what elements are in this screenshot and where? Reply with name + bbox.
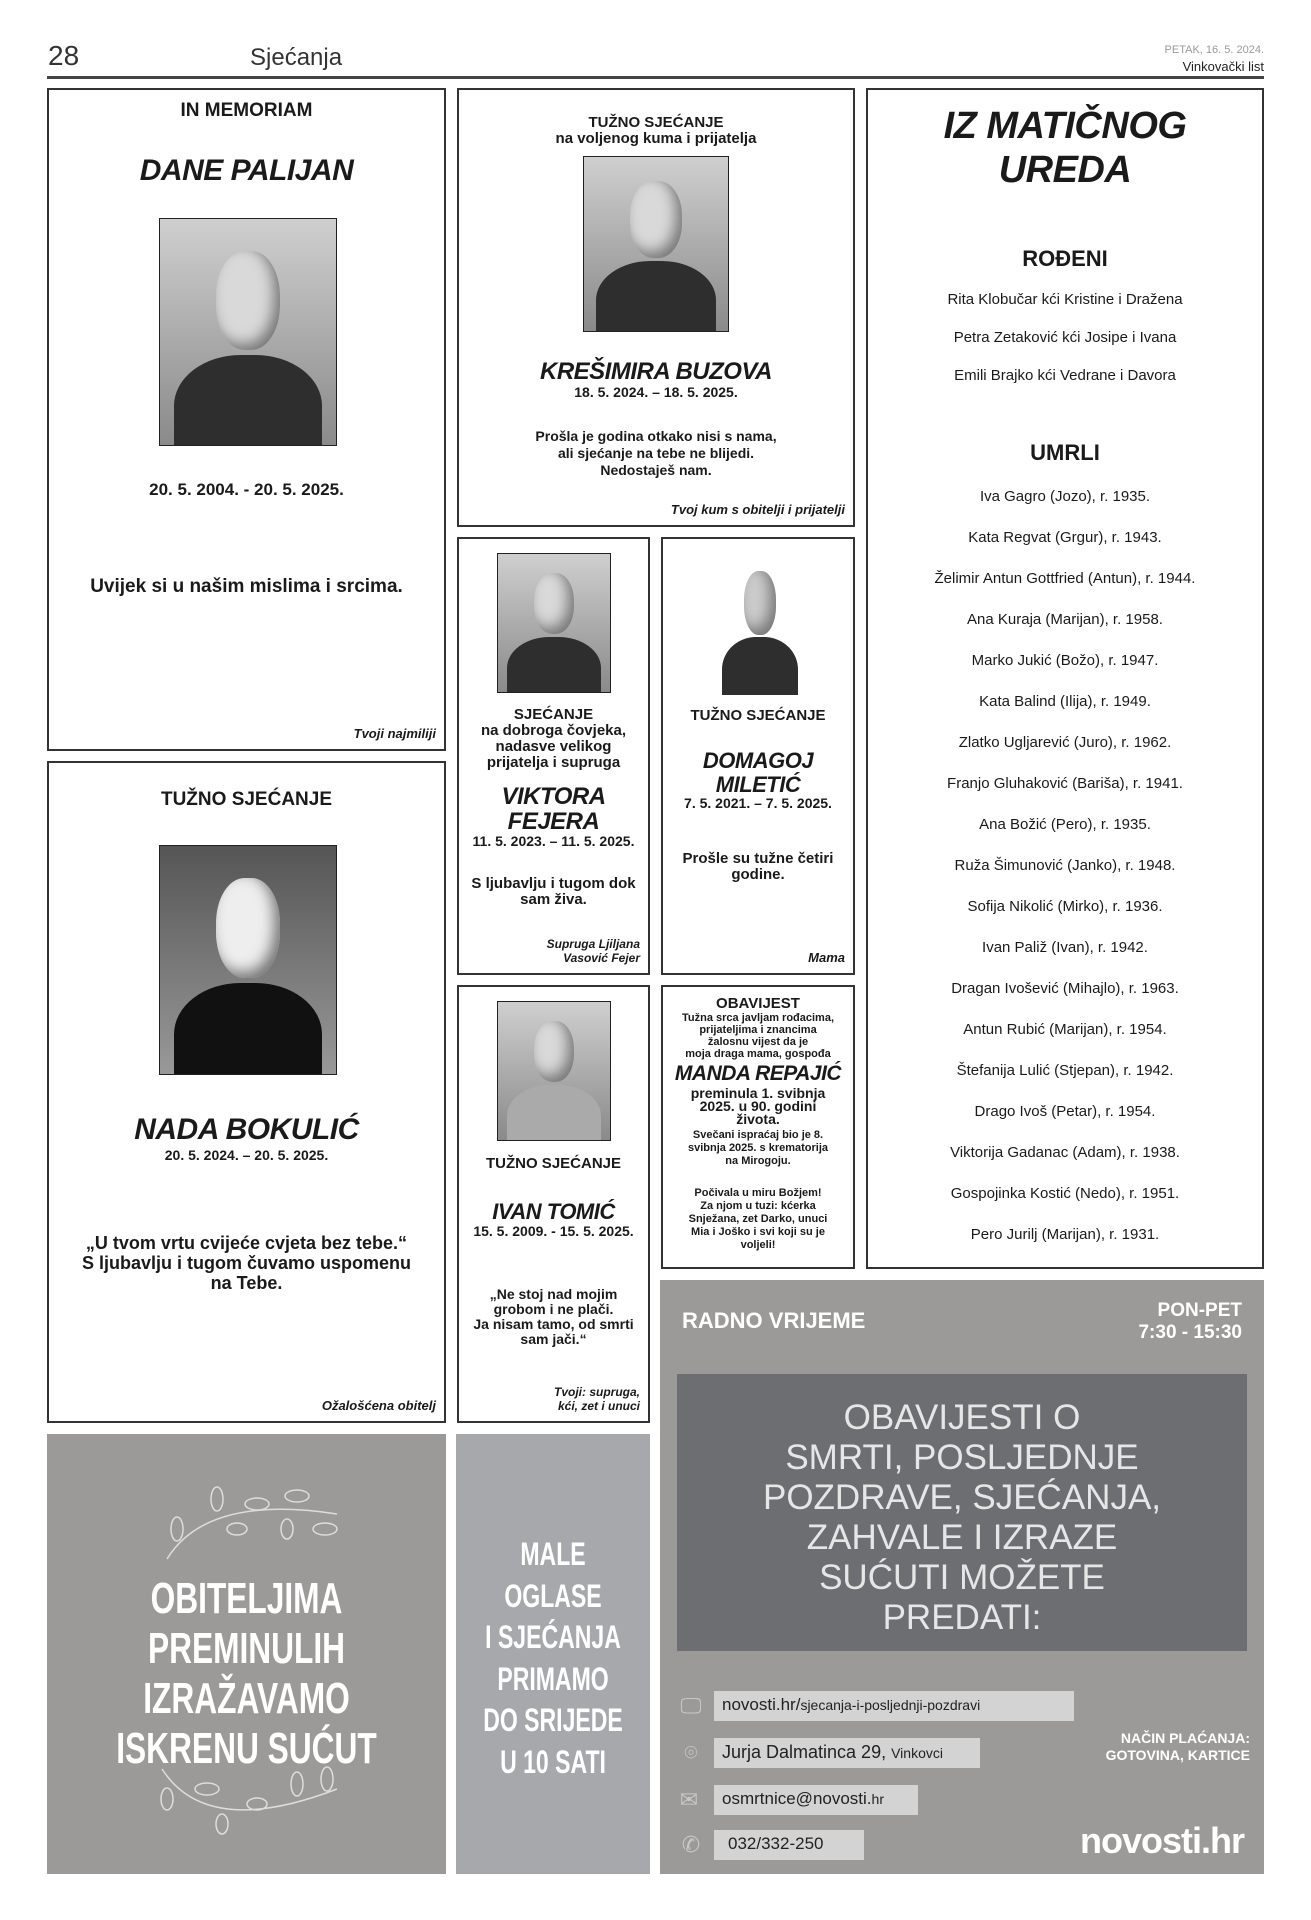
death-entry: Štefanija Lulić (Stjepan), r. 1942. — [956, 1062, 1174, 1079]
memorial-title: TUŽNO SJEĆANJE — [160, 789, 333, 810]
notice-death: preminula 1. svibnja 2025. u 90. godini života. — [690, 1085, 826, 1127]
registry-office — [866, 88, 1264, 1269]
memorial-title: SJEĆANJE na dobroga čovjeka, nadasve velikog prijatelja i supruga — [480, 706, 627, 771]
death-entry: Viktorija Gadanac (Adam), r. 1938. — [950, 1144, 1180, 1161]
memorial-message: Prošla je godina otkako nisi s nama, ali sjećanje na tebe ne blijedi. Nedostaješ nam. — [535, 428, 777, 478]
leaf-wreath-top-icon — [147, 1474, 347, 1564]
deceased-name: DOMAGOJ MILETIĆ — [702, 748, 814, 797]
office-hours-title: RADNO VRIJEME — [682, 1308, 866, 1333]
deceased-name: VIKTORA FEJERA — [501, 783, 606, 835]
notice-intro: Tužna srca javljam rođacima, prijateljima i znancima žalosnu vijest da je moja draga mama, gospođa — [681, 1012, 835, 1060]
memorial-message: Prošle su tužne četiri godine. — [682, 850, 834, 883]
memorial-signature: Tvoji: supruga, kći, zet i unuci — [553, 1385, 640, 1413]
memorial-signature: Tvoj kum s obitelji i prijatelji — [670, 502, 845, 517]
notice-title: OBAVIJEST — [716, 995, 800, 1012]
memorial-palijan — [47, 88, 446, 751]
death-entry: Ivan Paliž (Ivan), r. 1942. — [982, 939, 1148, 956]
death-entry: Ana Božić (Pero), r. 1935. — [979, 816, 1151, 833]
births-list — [868, 279, 1262, 393]
submission-notice: OBAVIJESTI O SMRTI, POSLJEDNJE POZDRAVE, SJEĆANJA, ZAHVALE I IZRAZE SUĆUTI MOŽETE PREDATI: — [677, 1374, 1247, 1651]
birth-entry: Petra Zetaković kći Josipe i Ivana — [953, 329, 1177, 346]
deceased-name: IVAN TOMIĆ — [492, 1199, 615, 1224]
birth-entry: Emili Brajko kći Vedrane i Davora — [954, 367, 1176, 384]
death-entry: Drago Ivoš (Petar), r. 1954. — [974, 1103, 1156, 1120]
death-entry: Iva Gagro (Jozo), r. 1935. — [979, 488, 1151, 505]
death-entry: Sofija Nikolić (Mirko), r. 1936. — [967, 898, 1163, 915]
deceased-photo — [715, 551, 805, 695]
memorial-buzov — [457, 88, 855, 527]
leaf-wreath-bottom-icon — [147, 1764, 347, 1844]
condolence-panel — [47, 1434, 446, 1874]
death-entry: Kata Regvat (Grgur), r. 1943. — [968, 529, 1162, 546]
deceased-name: DANE PALIJAN — [139, 154, 354, 187]
deaths-heading: UMRLI — [1030, 440, 1100, 465]
notice-funeral: Svečani ispraćaj bio je 8. svibnja 2025. s krematorija na Mirogoju. — [687, 1129, 829, 1167]
location-pin-icon: ⌾ — [684, 1740, 698, 1765]
death-entry: Antun Rubić (Marijan), r. 1954. — [963, 1021, 1167, 1038]
memorial-title: IN MEMORIAM — [180, 100, 313, 121]
memorial-message: S ljubavlju i tugom dok sam živa. — [471, 875, 636, 908]
death-entry: Želimir Antun Gottfried (Antun), r. 1944. — [934, 570, 1196, 587]
publication-name: Vinkovački list — [1182, 59, 1264, 74]
memorial-bokulic — [47, 761, 446, 1423]
deceased-name: KREŠIMIRA BUZOVA — [540, 358, 772, 385]
page-number: 28 — [48, 40, 80, 71]
memorial-message: „Ne stoj nad mojim grobom i ne plači. Ja nisam tamo, od smrti sam jači.“ — [473, 1286, 634, 1347]
phone-number[interactable]: 032/332-250 — [714, 1830, 864, 1860]
memorial-dates: 11. 5. 2023. – 11. 5. 2025. — [472, 833, 635, 849]
memorial-title: TUŽNO SJEĆANJE — [690, 707, 826, 724]
payment-methods: NAČIN PLAĆANJA: GOTOVINA, KARTICE — [1105, 1730, 1250, 1763]
memorial-message: „U tvom vrtu cvijeće cvjeta bez tebe.“ S ljubavlju i tugom čuvamo uspomenu na Tebe. — [81, 1233, 412, 1293]
registry-title: IZ MATIČNOG UREDA — [943, 105, 1187, 191]
birth-entry: Rita Klobučar kći Kristine i Dražena — [947, 291, 1183, 308]
memorial-signature: Supruga Ljiljana Vasović Fejer — [546, 937, 640, 965]
issue-date: PETAK, 16. 5. 2024. — [1164, 44, 1264, 56]
deceased-photo — [583, 156, 729, 332]
header-rule — [47, 76, 1264, 79]
death-entry: Ana Kuraja (Marijan), r. 1958. — [967, 611, 1163, 628]
email-link[interactable]: osmrtnice@novosti.hr — [714, 1785, 918, 1815]
monitor-icon: 🖵 — [680, 1693, 702, 1718]
memorial-dates: 7. 5. 2021. – 7. 5. 2025. — [684, 795, 832, 811]
death-notice-repajic — [661, 985, 855, 1269]
website-link[interactable]: novosti.hr/sjecanja-i-posljednji-pozdravi — [714, 1691, 1074, 1721]
death-entry: Kata Balind (Ilija), r. 1949. — [979, 693, 1151, 710]
address: Jurja Dalmatinca 29, Vinkovci — [714, 1738, 980, 1768]
office-hours: PON-PET 7:30 - 15:30 — [1138, 1300, 1242, 1343]
memorial-signature: Mama — [808, 950, 845, 965]
deceased-name: MANDA REPAJIĆ — [674, 1062, 842, 1085]
deceased-name: NADA BOKULIĆ — [134, 1113, 359, 1146]
memorial-tomic — [457, 985, 650, 1423]
memorial-dates: 20. 5. 2024. – 20. 5. 2025. — [164, 1147, 329, 1163]
death-entry: Pero Jurilj (Marijan), r. 1931. — [970, 1226, 1160, 1243]
death-entry: Gospojinka Kostić (Nedo), r. 1951. — [950, 1185, 1180, 1202]
office-hours-panel — [660, 1280, 1264, 1874]
classified-ads-panel — [456, 1434, 650, 1874]
notice-closing: Počivala u miru Božjem! Za njom u tuzi: kćerka Snježana, zet Darko, unuci Mia i Joško i svi koji su je voljeli! — [688, 1187, 828, 1251]
deceased-photo — [497, 553, 611, 693]
memorial-signature: Ožalošćena obitelj — [321, 1398, 436, 1413]
condolence-text: OBITELJIMA PREMINULIH IZRAŽAVAMO ISKRENU SUĆUT — [116, 1574, 377, 1773]
deceased-photo — [159, 845, 337, 1075]
deceased-photo — [159, 218, 337, 446]
births-heading: ROĐENI — [1022, 246, 1108, 271]
deaths-list — [868, 476, 1262, 1255]
death-entry: Marko Jukić (Božo), r. 1947. — [971, 652, 1159, 669]
envelope-icon: ✉ — [679, 1787, 699, 1812]
death-entry: Franjo Gluhaković (Bariša), r. 1941. — [947, 775, 1183, 792]
memorial-miletic — [661, 537, 855, 975]
memorial-title: TUŽNO SJEĆANJE — [588, 114, 724, 131]
novosti-logo: novosti.hr — [1079, 1820, 1244, 1861]
deceased-photo — [497, 1001, 611, 1141]
memorial-dates: 15. 5. 2009. - 15. 5. 2025. — [473, 1223, 634, 1239]
memorial-message: Uvijek si u našim mislima i srcima. — [90, 576, 403, 597]
memorial-subtitle: na voljenog kuma i prijatelja — [555, 130, 757, 147]
death-entry: Dragan Ivošević (Mihajlo), r. 1963. — [951, 980, 1179, 997]
death-entry: Ruža Šimunović (Janko), r. 1948. — [954, 857, 1176, 874]
memorial-title: TUŽNO SJEĆANJE — [485, 1155, 622, 1172]
memorial-signature: Tvoji najmiliji — [353, 726, 436, 741]
phone-icon: ✆ — [681, 1832, 701, 1857]
memorial-fejer — [457, 537, 650, 975]
memorial-dates: 20. 5. 2004. - 20. 5. 2025. — [149, 480, 344, 499]
memorial-dates: 18. 5. 2024. – 18. 5. 2025. — [574, 384, 738, 400]
death-entry: Zlatko Ugljarević (Juro), r. 1962. — [958, 734, 1172, 751]
classified-ads-text: MALE OGLASE I SJEĆANJA PRIMAMO DO SRIJEDE U 10 SATI — [483, 1536, 623, 1780]
section-title: Sjećanja — [250, 44, 343, 71]
